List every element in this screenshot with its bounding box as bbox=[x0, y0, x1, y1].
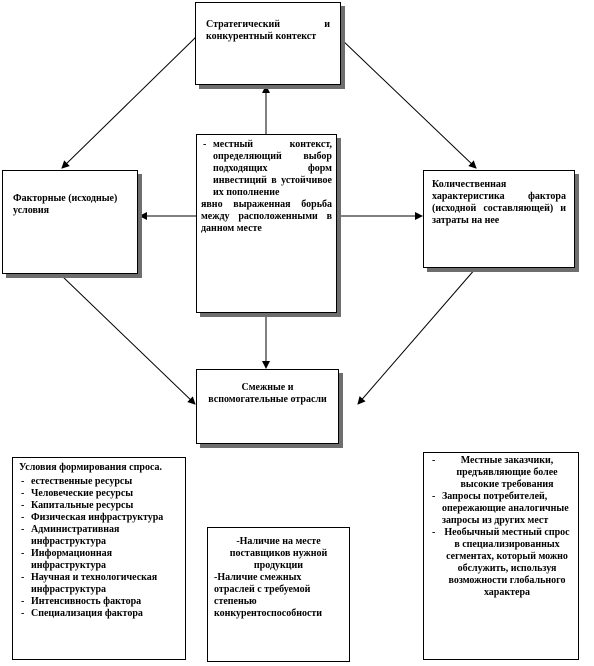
arrow-strategy-factor bbox=[62, 38, 195, 168]
center-box bbox=[196, 134, 337, 313]
suppliers-item: -Наличие смежных отраслей с требуемой степенью конкурентоспособности bbox=[214, 572, 323, 619]
factor-list-item: - Специализация фактора bbox=[19, 608, 179, 620]
factor-list bbox=[19, 476, 179, 620]
quantitative-label: Количественная характеристика фактора (исходной составляющей) и затраты на нее bbox=[432, 179, 566, 226]
strategy-box bbox=[195, 2, 341, 85]
related-industries-box bbox=[196, 369, 339, 444]
factor-conditions-label: Факторные (исходные) условия bbox=[13, 193, 118, 216]
factor-list-item: - Физическая инфраструктура bbox=[19, 512, 179, 524]
demand-item: - Запросы потребителей, опережающие аналогичные запросы из других мест bbox=[430, 491, 572, 527]
arrow-quantitative-related bbox=[358, 268, 476, 404]
factor-list-heading: Условия формирования спроса. bbox=[19, 462, 163, 473]
factor-list-item: - Капитальные ресурсы bbox=[19, 500, 179, 512]
factor-list-item: - Информационная инфраструктура bbox=[19, 548, 179, 572]
factor-list-item: - Административная инфраструктура bbox=[19, 524, 179, 548]
demand-list bbox=[430, 455, 572, 599]
factor-list-item: - Научная и технологическая инфраструктура bbox=[19, 572, 179, 596]
center-item: - местный контекст, определяющий выбор подходящих форм инвестиций в устойчивое их пополнение bbox=[201, 139, 332, 199]
factor-conditions-box bbox=[2, 170, 138, 274]
factor-list-item: - Человеческие ресурсы bbox=[19, 488, 179, 500]
factor-list-box bbox=[12, 457, 186, 660]
suppliers-box bbox=[207, 527, 350, 662]
factor-list-item: - Интенсивность фактора bbox=[19, 596, 179, 608]
arrow-factor-related bbox=[62, 276, 195, 404]
demand-box bbox=[423, 452, 579, 660]
quantitative-box bbox=[423, 170, 575, 268]
demand-item: - Местные заказчики, предъявляющие более высокие требования bbox=[430, 455, 572, 491]
suppliers-item: -Наличие на месте поставщиков нужной продукции bbox=[229, 536, 328, 571]
strategy-label: Стратегический и конкурентный контекст bbox=[206, 19, 330, 42]
related-industries-label: Смежные и вспомогательные отрасли bbox=[208, 382, 327, 405]
center-item: - явно выраженная борьба между расположенными в данном месте bbox=[201, 199, 332, 235]
center-list bbox=[201, 139, 332, 235]
demand-item: - Необычный местный спрос в специализированных сегментах, который можно обслужить, используя возможности глобального характера bbox=[430, 527, 572, 599]
arrow-strategy-quantitative bbox=[340, 38, 476, 168]
factor-list-item: - естественные ресурсы bbox=[19, 476, 179, 488]
